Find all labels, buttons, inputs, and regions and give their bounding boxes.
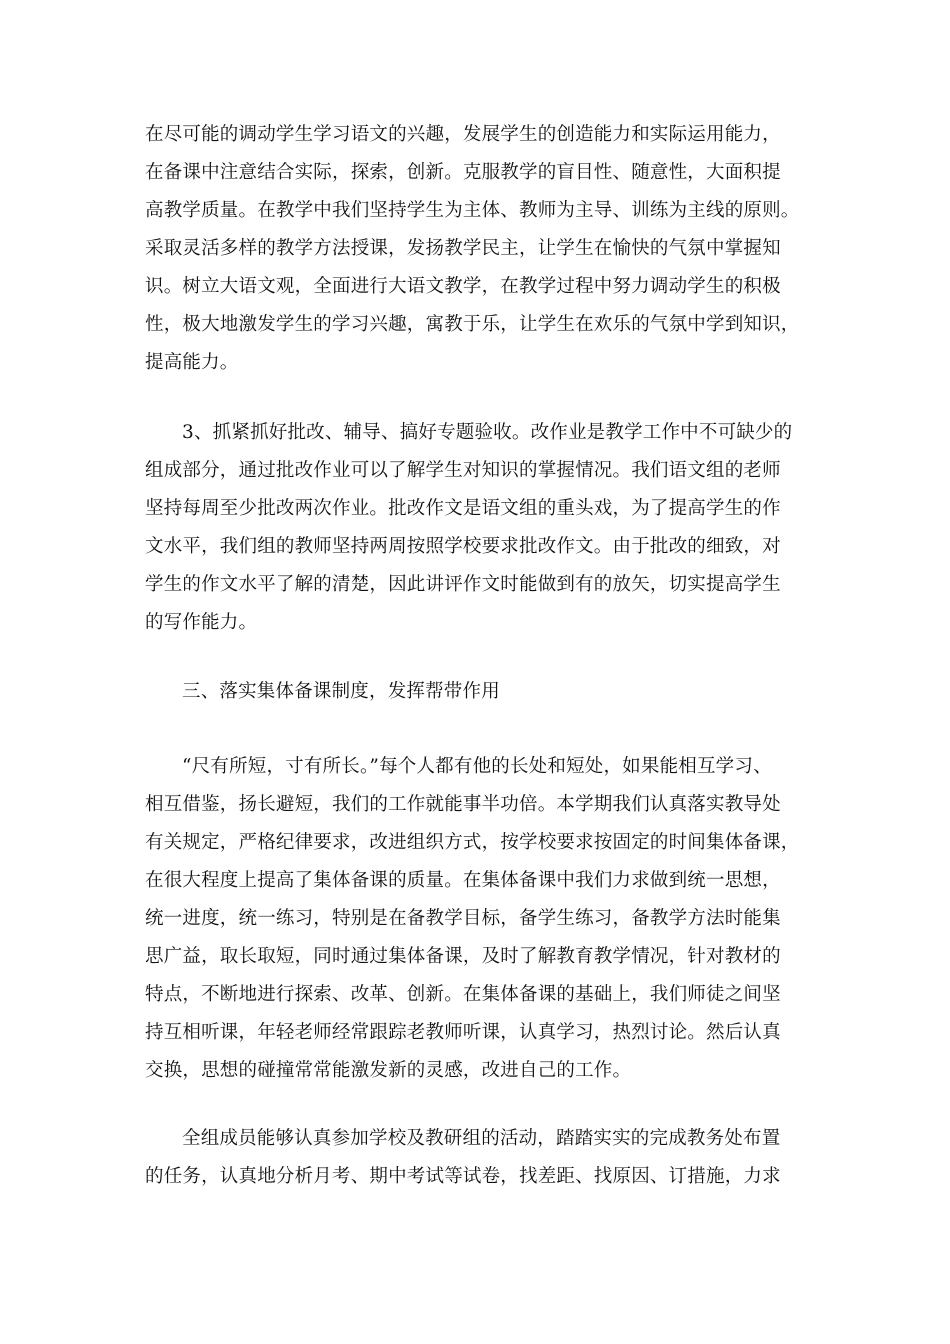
text-line: 交换，思想的碰撞常常能激发新的灵感，改进自己的工作。 [145, 1060, 632, 1081]
text-line: 思广益，取长取短，同时通过集体备课，及时了解教育教学情况，针对教材的 [145, 946, 781, 967]
text-line: 统一进度，统一练习，特别是在备教学目标，备学生练习，备教学方法时能集 [145, 908, 781, 929]
text-line: 在很大程度上提高了集体备课的质量。在集体备课中我们力求做到统一思想， [145, 870, 781, 891]
paragraph-homework-correction [145, 414, 815, 642]
text-line: 在尽可能的调动学生学习语文的兴趣，发展学生的创造能力和实际运用能力， [145, 124, 781, 145]
text-line: 提高能力。 [145, 352, 239, 373]
text-line: 的任务，认真地分析月考、期中考试等试卷，找差距、找原因、订措施，力求 [145, 1166, 781, 1187]
text-line: 特点，不断地进行探索、改革、创新。在集体备课的基础上，我们师徒之间坚 [145, 984, 781, 1005]
heading-line: 三、落实集体备课制度，发挥帮带作用 [182, 681, 500, 702]
text-line: 相互借鉴，扬长避短，我们的工作就能事半功倍。本学期我们认真落实教导处 [145, 794, 781, 815]
section-heading [145, 673, 815, 711]
paragraph-teaching-methods [145, 116, 815, 382]
text-line: 采取灵活多样的教学方法授课，发扬教学民主，让学生在愉快的气氛中掌握知 [145, 238, 781, 259]
paragraph-group-activities [145, 1120, 815, 1196]
text-line: 组成部分，通过批改作业可以了解学生对知识的掌握情况。我们语文组的老师 [145, 460, 781, 481]
text-line: 坚持每周至少批改两次作业。批改作文是语文组的重头戏，为了提高学生的作 [145, 498, 781, 519]
text-line: 有关规定，严格纪律要求，改进组织方式，按学校要求按固定的时间集体备课， [145, 832, 800, 853]
text-line: 高教学质量。在教学中我们坚持学生为主体、教师为主导、训练为主线的原则。 [145, 200, 800, 221]
text-line: 在备课中注意结合实际，探索，创新。克服教学的盲目性、随意性，大面积提 [145, 162, 781, 183]
text-line: 文水平，我们组的教师坚持两周按照学校要求批改作文。由于批改的细致，对 [145, 536, 781, 557]
text-line: “尺有所短，寸有所长。”每个人都有他的长处和短处，如果能相互学习、 [182, 756, 772, 777]
text-line: 全组成员能够认真参加学校及教研组的活动，踏踏实实的完成教务处布置 [182, 1128, 781, 1149]
text-line: 的写作能力。 [145, 612, 258, 633]
text-line: 持互相听课，年轻老师经常跟踪老教师听课，认真学习，热烈讨论。然后认真 [145, 1022, 781, 1043]
text-line: 3、抓紧抓好批改、辅导、搞好专题验收。改作业是教学工作中不可缺少的 [182, 422, 793, 443]
text-line: 识。树立大语文观，全面进行大语文教学，在教学过程中努力调动学生的积极 [145, 276, 781, 297]
text-line: 学生的作文水平了解的清楚，因此讲评作文时能做到有的放矢，切实提高学生 [145, 574, 781, 595]
text-line: 性，极大地激发学生的学习兴趣，寓教于乐，让学生在欢乐的气氛中学到知识， [145, 314, 800, 335]
paragraph-collective-preparation [145, 748, 815, 1090]
